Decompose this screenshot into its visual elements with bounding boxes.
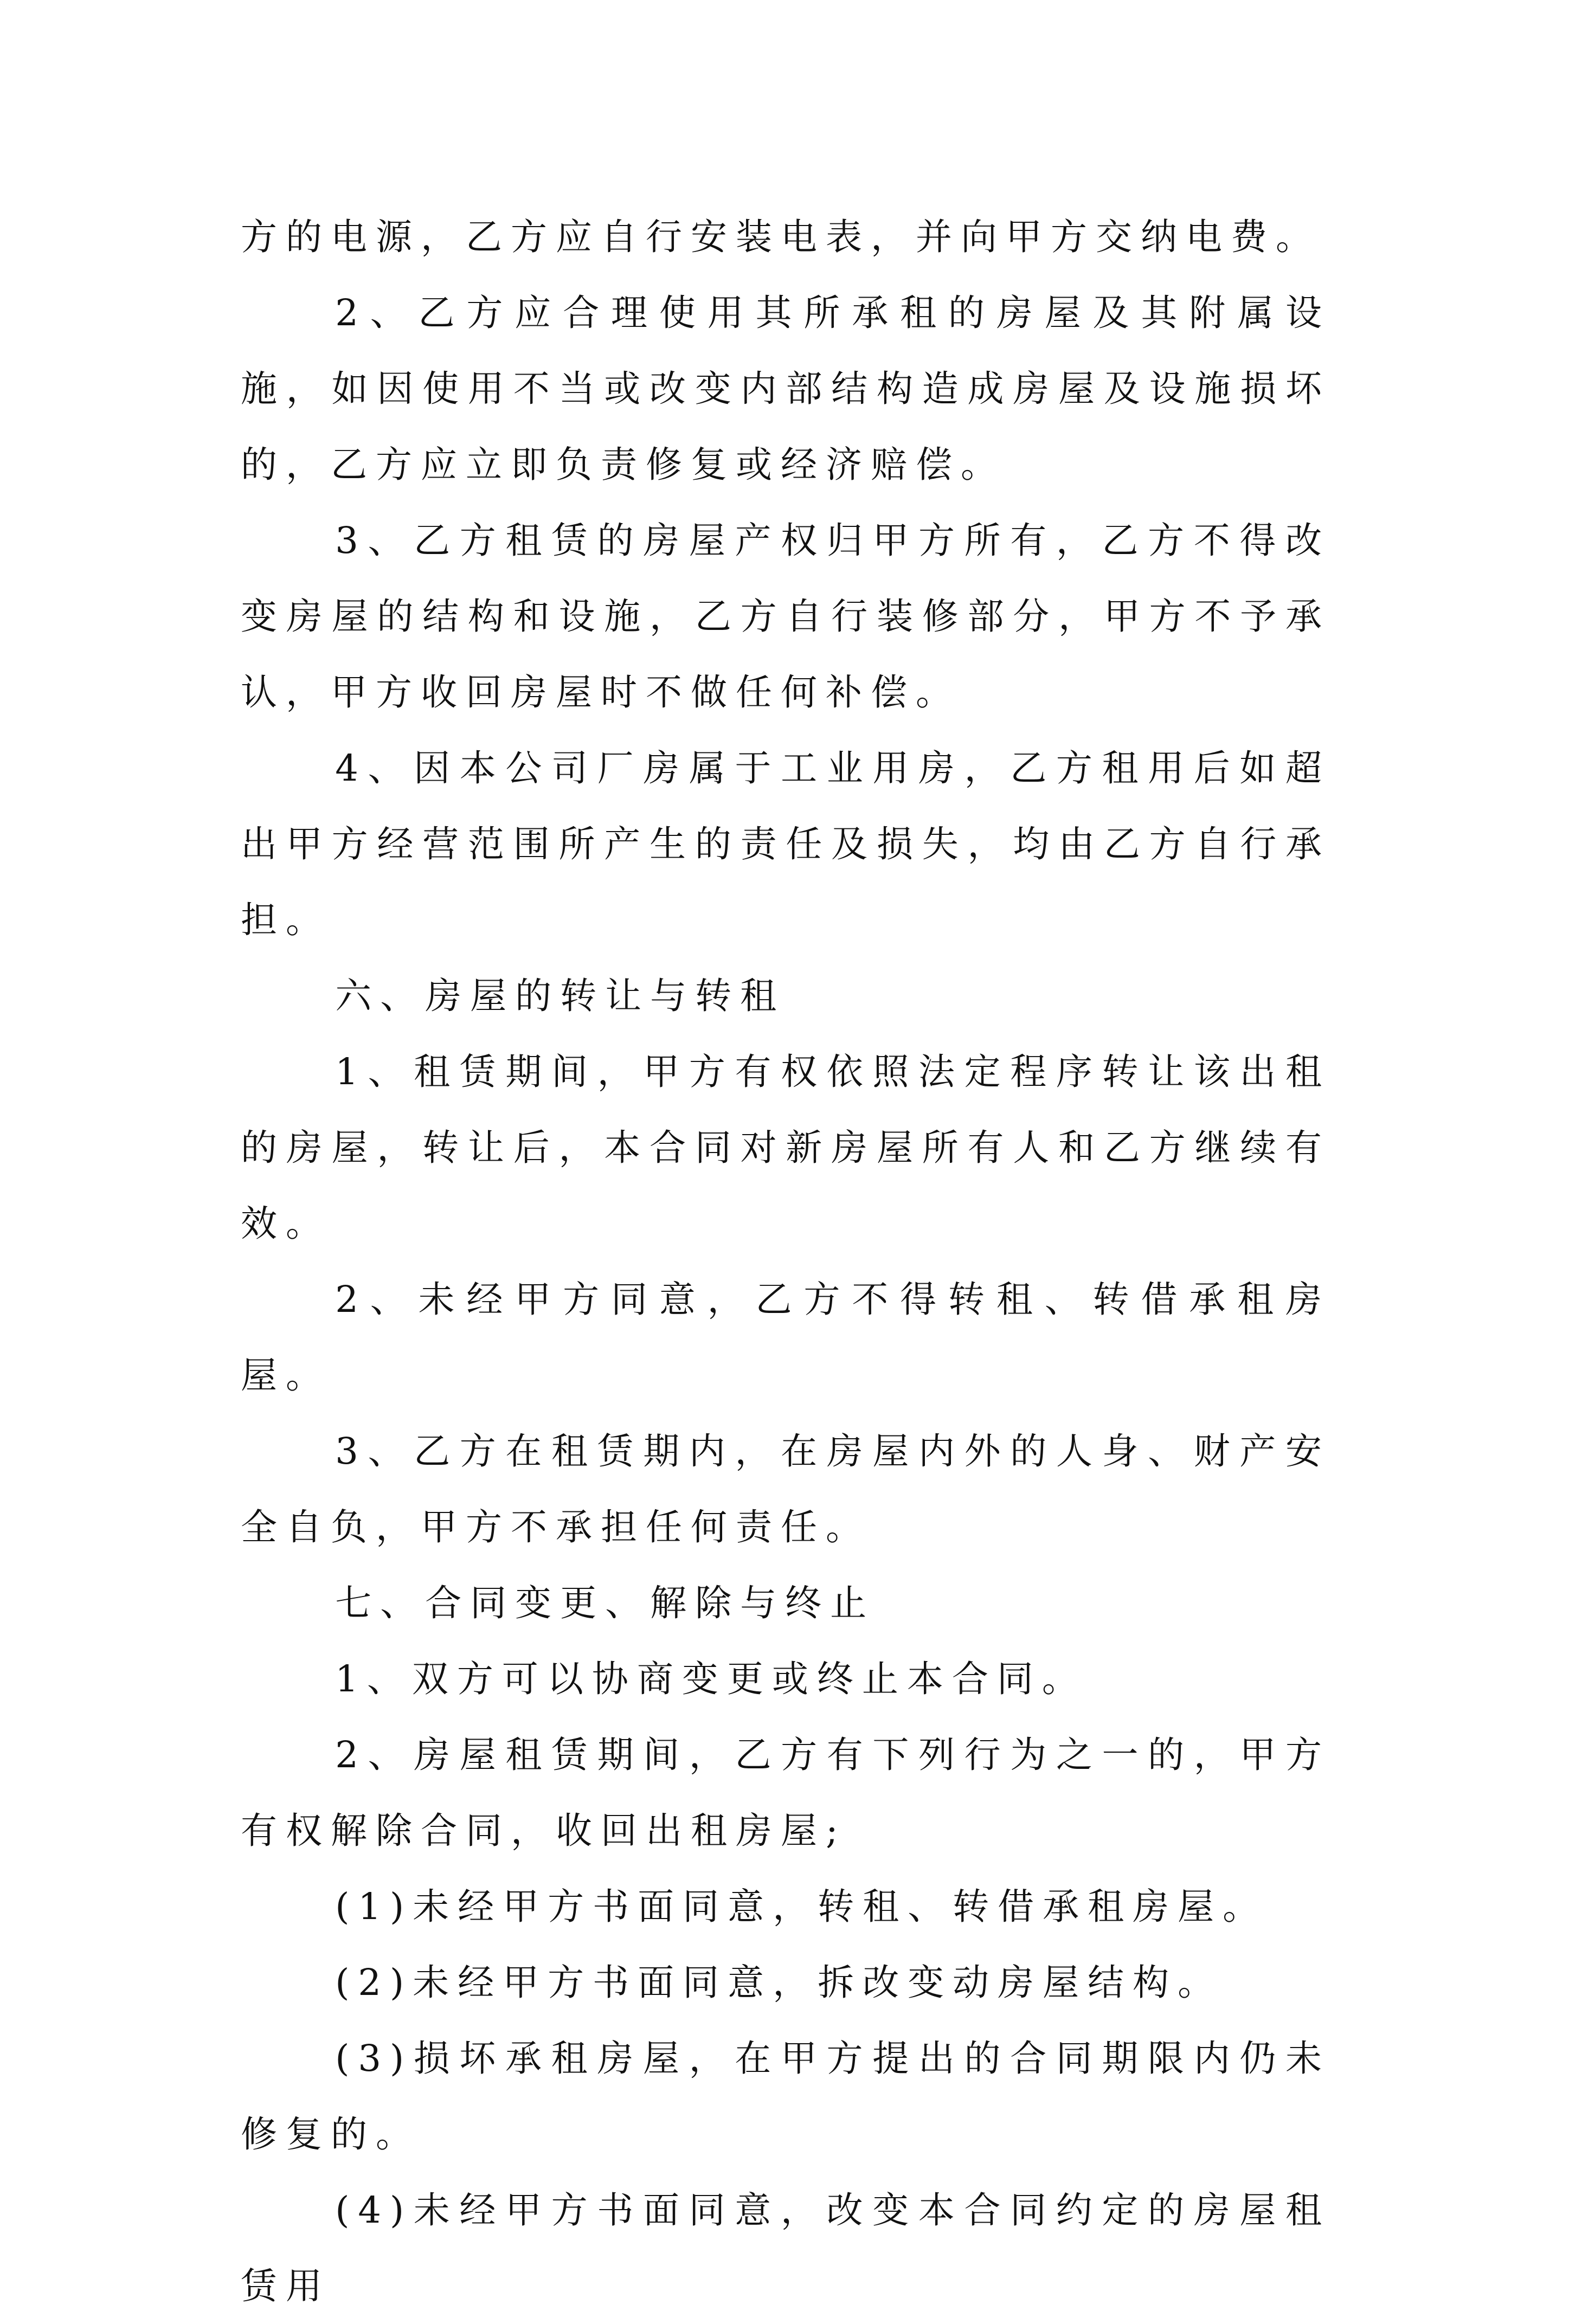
paragraph-clause-6-1: 1、租赁期间，甲方有权依照法定程序转让该出租的房屋，转让后，本合同对新房屋所有人和乙方继续有效。 <box>241 1051 1330 1245</box>
section-heading-6: 六、房屋的转让与转租 <box>335 975 786 1017</box>
paragraph-clause-7-1: 1、双方可以协商变更或终止本合同。 <box>335 1658 1087 1700</box>
paragraph-item-1: (1)未经甲方书面同意，转租、转借承租房屋。 <box>335 1885 1268 1928</box>
document-body <box>241 199 1330 2324</box>
paragraph-item-4: (4)未经甲方书面同意，改变本合同约定的房屋租赁用 <box>241 2189 1330 2307</box>
paragraph-clause-6-3: 3、乙方在租赁期内，在房屋内外的人身、财产安全自负，甲方不承担任何责任。 <box>241 1430 1330 1548</box>
paragraph-clause-5-3: 3、乙方租赁的房屋产权归甲方所有，乙方不得改变房屋的结构和设施，乙方自行装修部分，甲方不予承认，甲方收回房屋时不做任何补偿。 <box>241 519 1330 713</box>
paragraph-clause-5-2: 2、乙方应合理使用其所承租的房屋及其附属设施，如因使用不当或改变内部结构造成房屋及设施损坏的，乙方应立即负责修复或经济赔偿。 <box>241 292 1330 486</box>
paragraph-clause-7-2: 2、房屋租赁期间，乙方有下列行为之一的，甲方有权解除合同，收回出租房屋; <box>241 1734 1330 1852</box>
paragraph-clause-6-2: 2、未经甲方同意，乙方不得转租、转借承租房屋。 <box>241 1278 1330 1396</box>
paragraph-item-2: (2)未经甲方书面同意，拆改变动房屋结构。 <box>335 1961 1223 2004</box>
section-heading-7: 七、合同变更、解除与终止 <box>335 1582 876 1624</box>
paragraph-item-3: (3)损坏承租房屋，在甲方提出的合同期限内仍未修复的。 <box>241 2037 1330 2155</box>
paragraph-electricity: 方的电源，乙方应自行安装电表，并向甲方交纳电费。 <box>241 216 1321 258</box>
paragraph-clause-5-4: 4、因本公司厂房属于工业用房，乙方租用后如超出甲方经营范围所产生的责任及损失，均由乙方自行承担。 <box>241 747 1330 941</box>
